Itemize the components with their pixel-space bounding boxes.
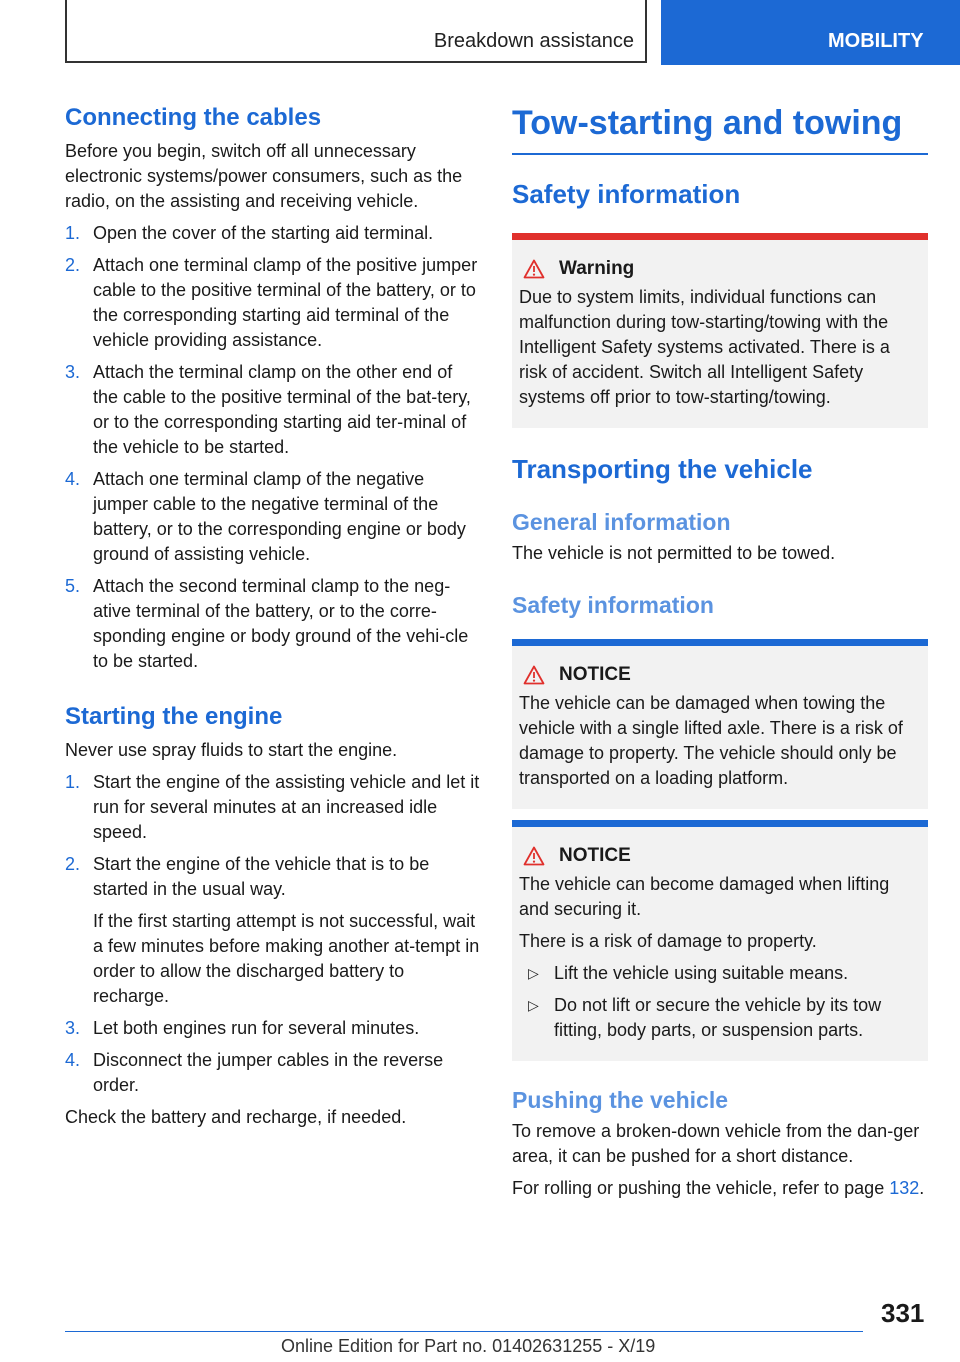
step-text: Start the engine of the assisting vehicle and let it run for several minutes at an increased idle speed. — [93, 772, 480, 842]
page-number: 331 — [881, 1298, 925, 1328]
warning-box — [512, 233, 928, 428]
general-text: The vehicle is not permitted to be towed. — [512, 543, 836, 563]
transport-title: Transporting the vehicle — [512, 454, 813, 484]
notice-box — [512, 820, 928, 1061]
bullet-triangle-icon: ▷ — [528, 965, 539, 981]
notice-box — [512, 639, 928, 809]
step-text: Open the cover of the starting aid terminal. — [93, 223, 434, 243]
step-number: 3. — [65, 362, 81, 382]
general-title: General information — [512, 509, 731, 535]
engine-steps-continued — [65, 1016, 480, 1098]
engine-intro: Never use spray fluids to start the engine. — [65, 740, 398, 760]
notice-text: The vehicle can become damaged when lifting and securing it. — [519, 874, 890, 919]
step-number: 1. — [65, 223, 81, 243]
cables-steps — [65, 221, 480, 674]
list-item — [65, 467, 480, 567]
step-number: 1. — [65, 772, 81, 792]
warning-header — [519, 258, 922, 280]
footer-edition: Online Edition for Part no. 01402631255 - X/19 — [281, 1336, 656, 1356]
list-item — [65, 360, 480, 460]
safety2-title: Safety information — [512, 592, 714, 618]
header-chapter-label: MOBILITY — [828, 30, 924, 52]
step-number: 5. — [65, 576, 81, 596]
step-text: Attach one terminal clamp of the negative jumper cable to the negative terminal of the battery, or to the corresponding engine or body ground of assisting vehicle. — [93, 469, 466, 564]
list-item — [65, 770, 480, 845]
step-number: 4. — [65, 1050, 81, 1070]
pushing-title: Pushing the vehicle — [512, 1087, 728, 1113]
notice-text: There is a risk of damage to property. — [519, 931, 817, 951]
header-chapter-tab — [661, 0, 960, 65]
title-rule — [512, 153, 928, 155]
engine-step2-note: If the first starting attempt is not successful, wait a few minutes before making another at-tempt in order to allow the discharged battery to recharge. — [93, 911, 480, 1006]
engine-title: Starting the engine — [65, 703, 283, 730]
engine-outro: Check the battery and recharge, if needed. — [65, 1107, 407, 1127]
list-item — [519, 993, 922, 1043]
step-text: Disconnect the jumper cables in the reverse order. — [93, 1050, 444, 1095]
bullet-text: Lift the vehicle using suitable means. — [554, 963, 849, 983]
notice-bullets — [519, 961, 922, 1043]
notice-text: The vehicle can be damaged when towing the vehicle with a single lifted axle. There is a risk of damage to property. The vehicle should only be transported on a loading platform. — [519, 693, 903, 788]
pushing-ref-text: For rolling or pushing the vehicle, refer to page — [512, 1178, 885, 1198]
pushing-reference — [512, 1176, 928, 1201]
warning-triangle-icon — [523, 259, 545, 279]
page-link[interactable]: 132 — [889, 1178, 920, 1198]
list-item — [519, 961, 922, 986]
list-item — [65, 253, 480, 353]
warning-text: Due to system limits, individual functions can malfunction during tow-starting/towing with the Intelligent Safety systems activated. There is a risk of accident. Switch all Intelligent Safety systems off prior to tow-starting/towing. — [519, 287, 890, 407]
step-text: Let both engines run for several minutes. — [93, 1018, 420, 1038]
cables-intro: Before you begin, switch off all unnecessary electronic systems/power consumers, such as the radio, on the assisting and receiving vehicle. — [65, 141, 463, 211]
notice-label: NOTICE — [559, 845, 631, 866]
notice-label: NOTICE — [559, 664, 631, 685]
pushing-text: To remove a broken-down vehicle from the dan-ger area, it can be pushed for a short distance. — [512, 1121, 920, 1166]
pushing-ref-end: . — [919, 1178, 925, 1198]
notice-header — [519, 664, 922, 686]
list-item — [65, 1048, 480, 1098]
engine-steps — [65, 770, 480, 902]
footer-rule — [65, 1331, 863, 1332]
bullet-text: Do not lift or secure the vehicle by its tow fitting, body parts, or suspension parts. — [554, 995, 882, 1040]
step-number: 2. — [65, 854, 81, 874]
warning-triangle-icon — [523, 846, 545, 866]
step-text: Attach the terminal clamp on the other end of the cable to the positive terminal of the bat-tery, or to the corresponding starting aid ter-minal of the vehicle to be started. — [93, 362, 471, 457]
warning-triangle-icon — [523, 665, 545, 685]
cables-title: Connecting the cables — [65, 104, 322, 131]
list-item — [65, 1016, 480, 1041]
safety-title: Safety information — [512, 179, 741, 209]
step-number: 3. — [65, 1018, 81, 1038]
step-number: 4. — [65, 469, 81, 489]
step-number: 2. — [65, 255, 81, 275]
warning-label: Warning — [559, 258, 635, 279]
step-text: Attach one terminal clamp of the positive jumper cable to the positive terminal of the battery, or to the corresponding starting aid terminal of the vehicle providing assistance. — [93, 255, 478, 350]
bullet-triangle-icon: ▷ — [528, 997, 539, 1013]
step-text: Start the engine of the vehicle that is to be started in the usual way. — [93, 854, 430, 899]
notice-header — [519, 845, 922, 867]
step-text: Attach the second terminal clamp to the neg-ative terminal of the battery, or to the corre-sponding engine or body ground of the vehi-cle to be started. — [93, 576, 469, 671]
list-item — [65, 574, 480, 674]
list-item — [65, 852, 480, 902]
header-section-title: Breakdown assistance — [433, 30, 634, 52]
main-title: Tow-starting and towing — [512, 104, 903, 142]
list-item — [65, 221, 480, 246]
